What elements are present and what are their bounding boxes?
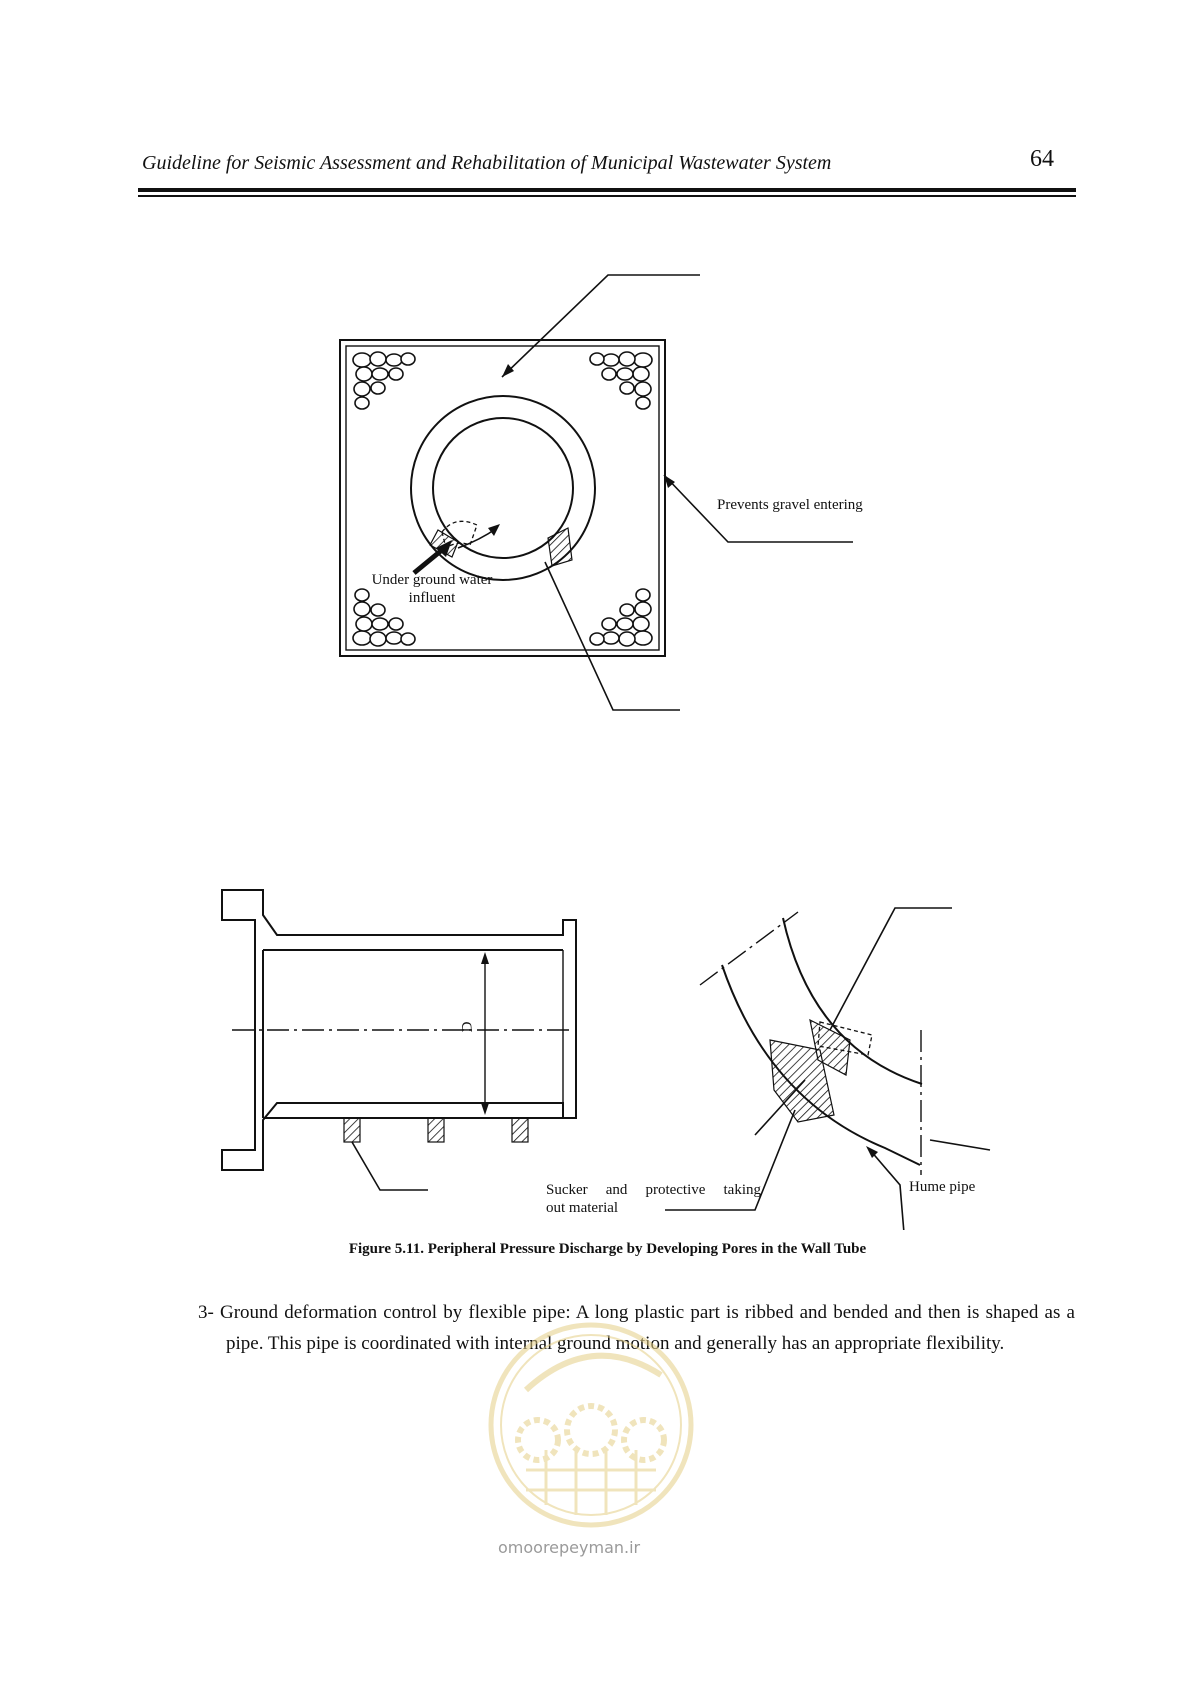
- label-underground-water: [352, 571, 512, 607]
- paragraph-text: 3- Ground deformation control by flexible pipe: A long plastic part is ribbed and bended and then is shaped as a pipe. This pipe is coordinated with internal ground motion and generally has an appropriate flexibility.: [198, 1302, 1075, 1354]
- running-header-title: Guideline for Seismic Assessment and Rehabilitation of Municipal Wastewater System: [142, 152, 832, 174]
- label-underground-water-line2: influent: [408, 590, 456, 606]
- page-number: 64: [1030, 146, 1054, 172]
- label-diameter: D: [459, 1021, 476, 1033]
- pipe-longitudinal-drawing: [222, 890, 576, 1190]
- label-underground-water-line1: Under ground water: [371, 572, 493, 588]
- label-sucker-line1: Sucker and protective taking: [546, 1182, 761, 1198]
- watermark-site-text: omoorepeyman.ir: [498, 1538, 641, 1557]
- label-sucker: [546, 1181, 761, 1217]
- figure-caption: Figure 5.11. Peripheral Pressure Discharge by Developing Pores in the Wall Tube: [348, 1241, 867, 1257]
- label-hume-pipe: Hume pipe: [909, 1179, 976, 1195]
- watermark-emblem: [486, 1320, 696, 1530]
- pipe-cross-section-drawing: [340, 275, 853, 710]
- label-prevents-gravel: Prevents gravel entering: [717, 497, 863, 513]
- label-sucker-line2: out material: [546, 1200, 619, 1216]
